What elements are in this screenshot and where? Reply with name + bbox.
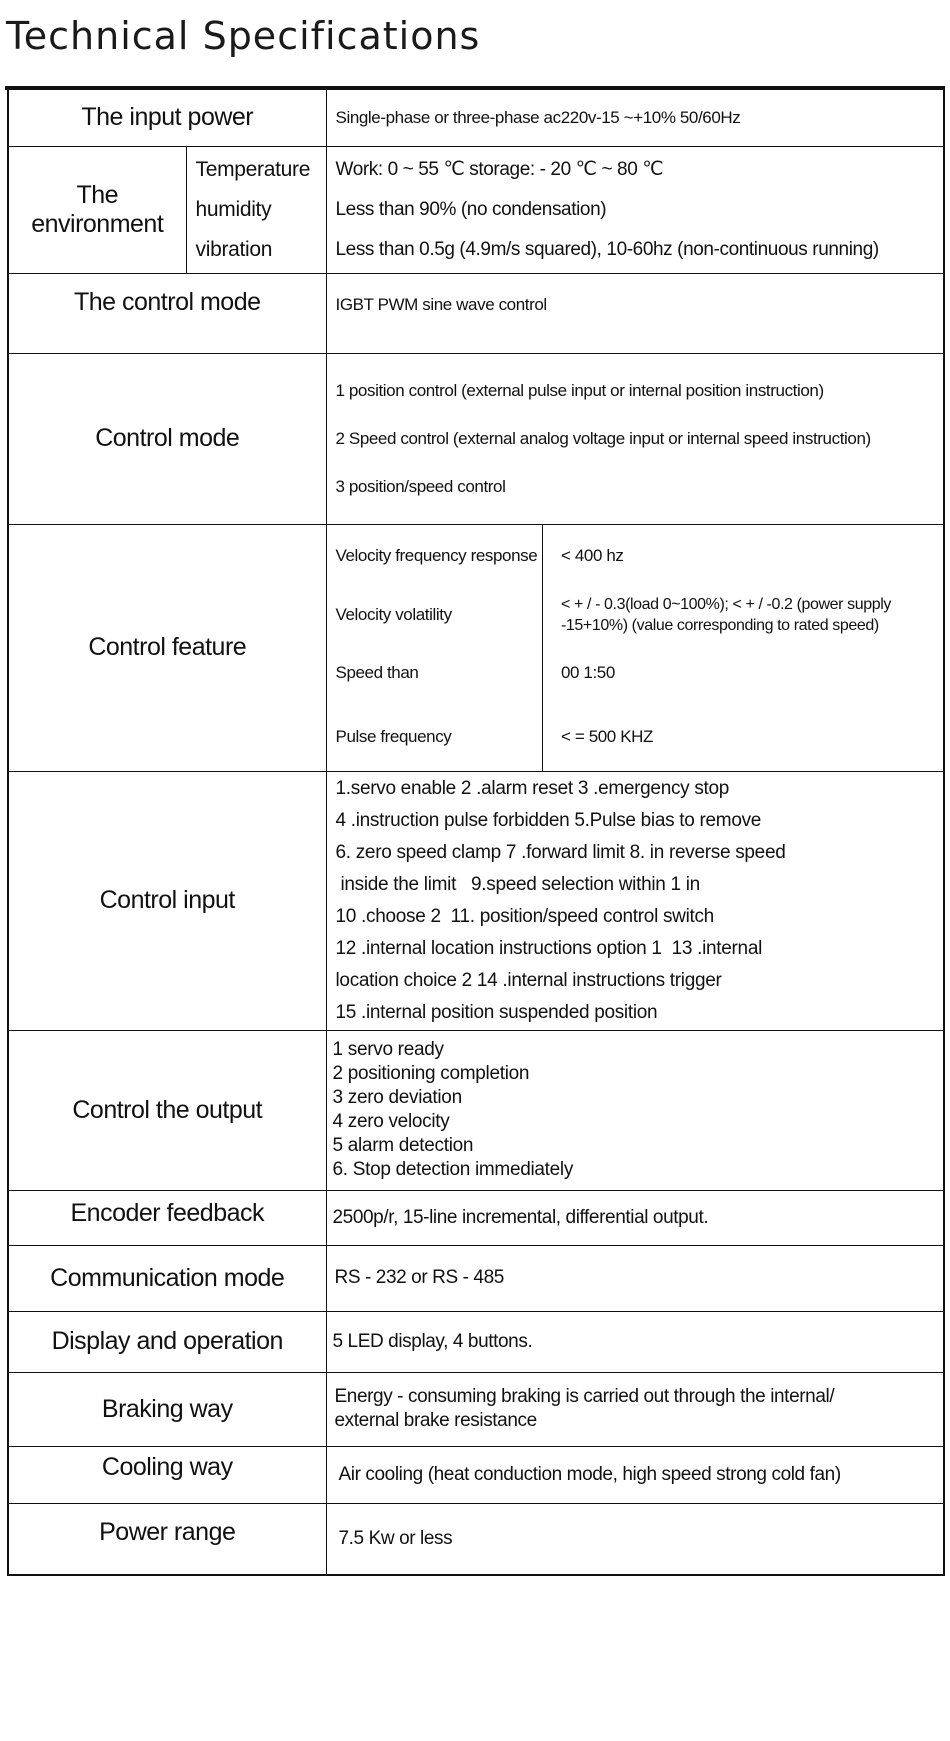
row-control-output	[8, 1030, 944, 1190]
env-sub-label: Temperature	[195, 157, 311, 181]
list-item: 1.servo enable 2 .alarm reset 3 .emergency stop	[335, 777, 730, 799]
row-label: Cooling way	[8, 1446, 326, 1503]
feature-name: Pulse frequency	[335, 727, 452, 747]
row-communication-mode	[8, 1245, 944, 1311]
list-item: 3 zero deviation	[332, 1087, 462, 1108]
row-control-mode	[8, 353, 944, 524]
row-value: Single-phase or three-phase ac220v-15 ~+10% 50/60Hz	[326, 89, 944, 146]
list-item: location choice 2 14 .internal instructions trigger	[335, 969, 722, 991]
control-output-list	[326, 1030, 944, 1190]
list-item: 2 positioning completion	[332, 1063, 530, 1084]
list-item: 10 .choose 2 11. position/speed control switch	[335, 905, 714, 927]
feature-row	[327, 643, 944, 705]
list-item: inside the limit 9.speed selection within 1 in	[335, 873, 700, 895]
row-label: Display and operation	[8, 1311, 326, 1372]
row-the-control-mode	[8, 273, 944, 353]
row-label: Braking way	[8, 1372, 326, 1446]
feature-row	[327, 589, 944, 643]
row-input-power	[8, 89, 944, 146]
list-item: 1 servo ready	[332, 1039, 444, 1060]
list-item: 15 .internal position suspended position	[335, 1001, 658, 1023]
row-value: RS - 232 or RS - 485	[326, 1245, 944, 1311]
row-value: Energy - consuming braking is carried out through the internal/ external brake resistance	[326, 1372, 944, 1446]
spec-table	[7, 88, 945, 1576]
row-cooling-way	[8, 1446, 944, 1503]
control-input-list	[326, 771, 944, 1030]
row-label: The control mode	[8, 273, 326, 353]
list-item: 6. zero speed clamp 7 .forward limit 8. in reverse speed	[335, 841, 786, 863]
env-value: Less than 90% (no condensation)	[335, 198, 607, 220]
list-item: 4 zero velocity	[332, 1111, 450, 1132]
row-label: The environment	[8, 146, 186, 273]
feature-value: < = 500 KHZ	[543, 705, 944, 771]
environment-values	[326, 146, 944, 273]
feature-row	[327, 705, 944, 771]
row-label: Power range	[8, 1503, 326, 1575]
row-label: Control the output	[8, 1030, 326, 1190]
row-control-input	[8, 771, 944, 1030]
control-mode-list	[326, 353, 944, 524]
feature-value: < 400 hz	[543, 525, 944, 589]
list-item: 4 .instruction pulse forbidden 5.Pulse bias to remove	[335, 809, 762, 831]
row-control-feature	[8, 524, 944, 771]
list-item: 6. Stop detection immediately	[332, 1159, 574, 1180]
list-item: 3 position/speed control	[335, 476, 506, 496]
row-label: Control feature	[8, 524, 326, 771]
row-label: Communication mode	[8, 1245, 326, 1311]
list-item: 12 .internal location instructions option 1 13 .internal	[335, 937, 763, 959]
feature-row	[327, 525, 944, 589]
row-label: The input power	[8, 89, 326, 146]
row-label: Control mode	[8, 353, 326, 524]
env-value: Less than 0.5g (4.9m/s squared), 10-60hz (non-continuous running)	[335, 238, 879, 260]
list-item: 5 alarm detection	[332, 1135, 474, 1156]
row-environment	[8, 146, 944, 273]
row-value: 2500p/r, 15-line incremental, differential output.	[326, 1190, 944, 1245]
page-title: Technical Specifications	[6, 14, 481, 58]
row-value: 7.5 Kw or less	[326, 1503, 944, 1575]
feature-value: 00 1:50	[543, 643, 944, 705]
row-braking-way	[8, 1372, 944, 1446]
environment-sub-labels	[186, 146, 326, 273]
row-display-operation	[8, 1311, 944, 1372]
feature-name: Velocity volatility	[335, 605, 452, 625]
row-power-range	[8, 1503, 944, 1575]
env-value: Work: 0 ~ 55 ℃ storage: - 20 ℃ ~ 80 ℃	[335, 158, 664, 180]
feature-name: Velocity frequency response	[335, 546, 538, 566]
row-value: Air cooling (heat conduction mode, high speed strong cold fan)	[326, 1446, 944, 1503]
env-sub-label: vibration	[195, 237, 273, 261]
feature-name: Speed than	[335, 663, 419, 683]
feature-value: < + / - 0.3(load 0~100%); < + / -0.2 (power supply -15+10%) (value corresponding to rated speed)	[543, 589, 944, 643]
row-label: Encoder feedback	[8, 1190, 326, 1245]
row-value: IGBT PWM sine wave control	[326, 273, 944, 353]
control-feature-grid	[326, 524, 944, 771]
row-label: Control input	[8, 771, 326, 1030]
row-value: 5 LED display, 4 buttons.	[326, 1311, 944, 1372]
list-item: 2 Speed control (external analog voltage input or internal speed instruction)	[335, 428, 871, 448]
env-sub-label: humidity	[195, 197, 272, 221]
list-item: 1 position control (external pulse input or internal position instruction)	[335, 380, 824, 400]
row-encoder-feedback	[8, 1190, 944, 1245]
